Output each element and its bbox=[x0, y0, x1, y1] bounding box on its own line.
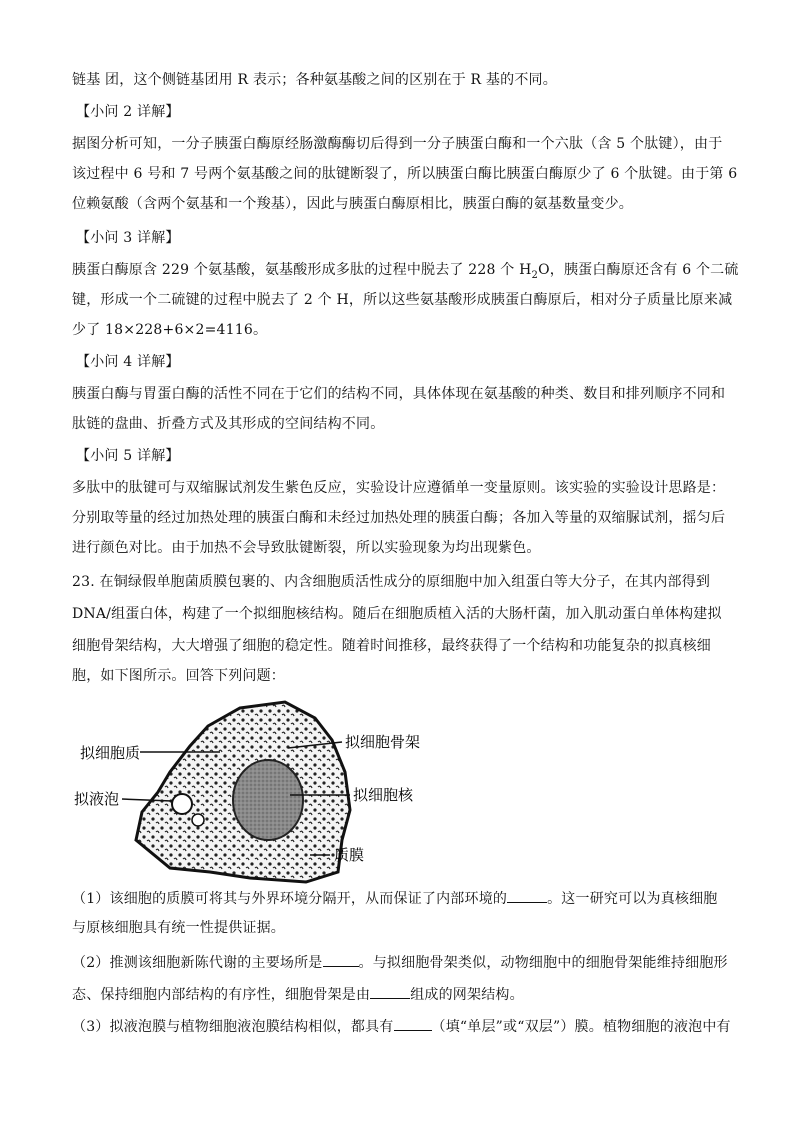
answer-blank[interactable] bbox=[507, 888, 547, 903]
text-span: （填“单层”或“双层”）膜。植物细胞的液泡中有 bbox=[431, 1019, 731, 1035]
vacuole-shape bbox=[172, 794, 192, 814]
text-line: 分别取等量的经过加热处理的胰蛋白酶和未经过加热处理的胰蛋白酶；各加入等量的双缩脲试剂，摇匀后 bbox=[72, 510, 726, 526]
text-line: 肽链的盘曲、折叠方式及其形成的空间结构不同。 bbox=[72, 416, 385, 432]
section-heading-5: 【小问 5 详解】 bbox=[76, 448, 180, 464]
question-23-line: 胞，如下图所示。回答下列问题： bbox=[72, 668, 285, 684]
question-23-line: DNA/组蛋白体，构建了一个拟细胞核结构。随后在细胞质植入活的大肠杆菌，加入肌动蛋白单体构建拟 bbox=[72, 606, 722, 622]
label-membrane: 质膜 bbox=[334, 846, 365, 864]
sub-question-2 bbox=[72, 952, 728, 973]
sub-question-1-cont: 与原核细胞具有统一性提供证据。 bbox=[72, 920, 285, 936]
text-line bbox=[72, 260, 739, 286]
label-vacuole: 拟液泡 bbox=[74, 790, 120, 808]
label-cytoskeleton: 拟细胞骨架 bbox=[345, 733, 421, 751]
text-span: 胰蛋白酶原含 229 个氨基酸，氨基酸形成多肽的过程中脱去了 228 个 H bbox=[72, 262, 532, 278]
label-cytoplasm: 拟细胞质 bbox=[80, 744, 141, 762]
section-heading-4: 【小问 4 详解】 bbox=[76, 354, 180, 370]
text-line: 位赖氨酸（含两个氨基和一个羧基），因此与胰蛋白酶原相比，胰蛋白酶的氨基数量变少。 bbox=[72, 196, 633, 212]
text-line: 进行颜色对比。由于加热不会导致肽键断裂，所以实验现象为均出现紫色。 bbox=[72, 540, 541, 556]
sub-question-1 bbox=[72, 888, 718, 909]
sub-question-2-cont bbox=[72, 984, 524, 1005]
answer-blank[interactable] bbox=[370, 984, 410, 999]
text-span: 。与拟细胞骨架类似，动物细胞中的细胞骨架能维持细胞形 bbox=[358, 955, 728, 971]
text-span: 。这一研究可以为真核细胞 bbox=[547, 891, 718, 907]
text-span: （1）该细胞的质膜可将其与外界环境分隔开，从而保证了内部环境的 bbox=[72, 891, 508, 907]
question-23-line: 23. 在铜绿假单胞菌质膜包裹的、内含细胞质活性成分的原细胞中加入组蛋白等大分子，在其内部得到 bbox=[72, 574, 711, 590]
text-line: 键，形成一个二硫键的过程中脱去了 2 个 H，所以这些氨基酸形成胰蛋白酶原后，相对分子质量比原来减 bbox=[72, 292, 733, 308]
subscript: 2 bbox=[531, 269, 539, 281]
nucleus-shape bbox=[233, 760, 303, 840]
cell-diagram bbox=[70, 700, 440, 885]
text-span: O，胰蛋白酶原还含有 6 个二硫 bbox=[538, 262, 739, 278]
text-span: 态、保持细胞内部结构的有序性，细胞骨架是由 bbox=[72, 987, 371, 1003]
sub-question-3 bbox=[72, 1016, 731, 1037]
text-span: 组成的网架结构。 bbox=[410, 987, 524, 1003]
text-span: （3）拟液泡膜与植物细胞液泡膜结构相似，都具有 bbox=[72, 1019, 394, 1035]
answer-blank[interactable] bbox=[323, 952, 359, 967]
answer-blank[interactable] bbox=[394, 1016, 432, 1031]
question-23-line: 细胞骨架结构，大大增强了细胞的稳定性。随着时间推移，最终获得了一个结构和功能复杂的拟真核细 bbox=[72, 638, 711, 654]
text-line: 多肽中的肽键可与双缩脲试剂发生紫色反应，实验设计应遵循单一变量原则。该实验的实验设计思路是： bbox=[72, 480, 726, 496]
label-nucleus: 拟细胞核 bbox=[353, 786, 414, 804]
section-heading-3: 【小问 3 详解】 bbox=[76, 230, 180, 246]
text-line: 少了 18×228+6×2=4116。 bbox=[72, 322, 268, 338]
text-line: 据图分析可知，一分子胰蛋白酶原经肠激酶酶切后得到一分子胰蛋白酶和一个六肽（含 5 个肽键），由于 bbox=[72, 136, 723, 152]
text-line: 该过程中 6 号和 7 号两个氨基酸之间的肽键断裂了，所以胰蛋白酶比胰蛋白酶原少了 6 个肽键。由于第 6 bbox=[72, 166, 738, 182]
text-span: （2）推测该细胞新陈代谢的主要场所是 bbox=[72, 955, 323, 971]
text-line: 胰蛋白酶与胃蛋白酶的活性不同在于它们的结构不同，具体体现在氨基酸的种类、数目和排列顺序不同和 bbox=[72, 386, 726, 402]
section-heading-2: 【小问 2 详解】 bbox=[76, 104, 180, 120]
text-line: 链基 团，这个侧链基团用 R 表示；各种氨基酸之间的区别在于 R 基的不同。 bbox=[72, 72, 557, 88]
